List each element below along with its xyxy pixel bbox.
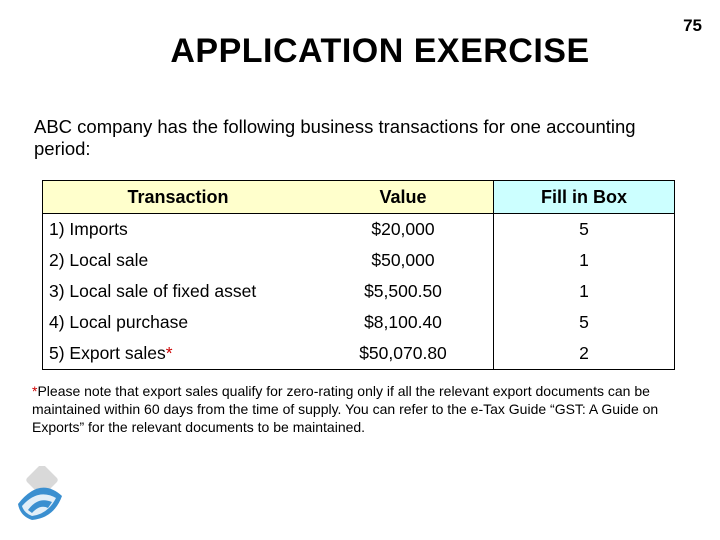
intro-text: ABC company has the following business transactions for one accounting period:	[34, 116, 636, 159]
row-box: 5	[494, 214, 675, 246]
row-transaction-label: 5) Export sales	[49, 343, 166, 363]
table-row	[43, 245, 675, 276]
page-number: 75	[683, 16, 702, 35]
table-row	[43, 307, 675, 338]
row-value: $50,000	[371, 250, 435, 270]
header-value: Value	[313, 181, 494, 214]
header-fill-in-box: Fill in Box	[494, 181, 675, 214]
header-transaction: Transaction	[43, 181, 314, 214]
asterisk-marker: *	[165, 343, 173, 363]
row-transaction: 1) Imports	[43, 214, 314, 246]
row-transaction: 4) Local purchase	[43, 307, 314, 338]
footnote	[32, 382, 702, 436]
footnote-text: Please note that export sales qualify for zero-rating only if all the relevant export documents can be maintained within 60 days from the time of supply. You can refer to the e-Tax Guide “GST: A Guide on Exports” for the relevant documents to be maintained.	[32, 383, 659, 435]
row-transaction: 2) Local sale	[43, 245, 314, 276]
table-row	[43, 214, 675, 246]
table-row	[43, 338, 675, 370]
table-header-row	[43, 181, 675, 214]
iras-logo-icon	[14, 466, 66, 522]
row-box: 1	[494, 276, 675, 307]
row-transaction: 3) Local sale of fixed asset	[43, 276, 314, 307]
row-box: 2	[494, 338, 675, 370]
row-value: $8,100.40	[364, 312, 442, 332]
row-box: 1	[494, 245, 675, 276]
row-transaction	[43, 338, 314, 370]
transactions-table	[42, 180, 675, 370]
row-value: $50,070.80	[313, 338, 494, 370]
row-value: $20,000	[371, 219, 435, 239]
page-title: APPLICATION EXERCISE	[170, 32, 590, 70]
row-box: 5	[494, 307, 675, 338]
table-row	[43, 276, 675, 307]
row-value: $5,500.50	[364, 281, 442, 301]
footnote-marker: *	[32, 383, 38, 399]
